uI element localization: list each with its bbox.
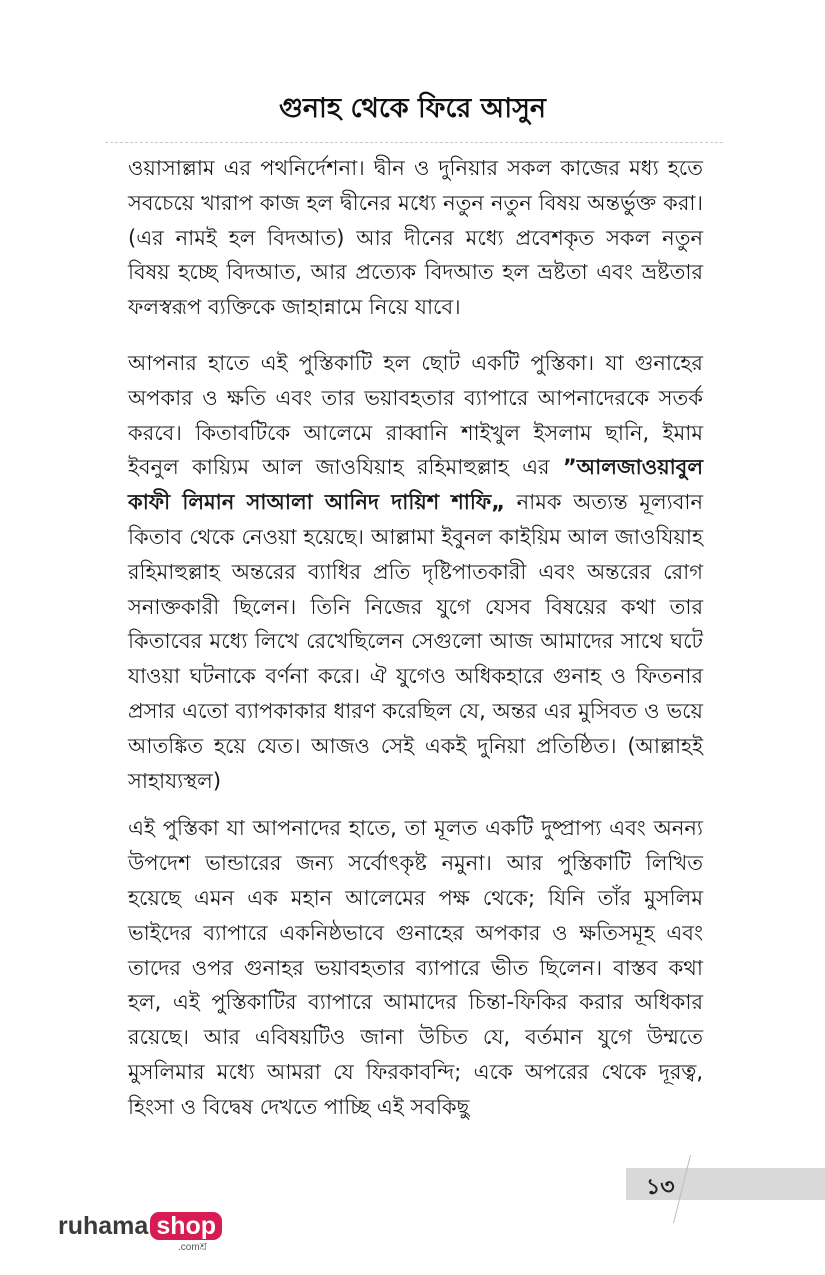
body-text (128, 151, 703, 1125)
paragraph-3: এই পুস্তিকা যা আপনাদের হাতে, তা মূলত একটি দুষ্প্রাপ্য এবং অনন্য উপদেশ ভান্ডারের জন্য সর্বোৎকৃষ্ট নমুনা। আর পুস্তিকাটি লিখিত হয়েছে এমন এক মহান আলেমের পক্ষ থেকে; যিনি তাঁর মুসলিম ভাইদের ব্যাপারে একনিষ্ঠভাবে গুনাহের অপকার ও ক্ষতিসমূহ এবং তাদের ওপর গুনাহর ভয়াবহতার ব্যাপারে ভীত ছিলেন। বাস্তব কথা হল, এই পুস্তিকাটির ব্যাপারে আমাদের চিন্তা-ফিকির করার অধিকার রয়েছে। আর এবিষয়টিও জানা উচিত যে, বর্তমান যুগে উম্মতে মুসলিমার মধ্যে আমরা যে ফিরকাবন্দি; একে অপরের থেকে দূরত্ব, হিংসা ও বিদ্বেষ দেখতে পাচ্ছি এই সবকিছু (128, 816, 703, 1119)
logo-text-domain: .comশ্র (178, 1242, 207, 1253)
publisher-logo (58, 1212, 222, 1252)
logo-text-shop: shop (150, 1212, 222, 1240)
logo-text-ruhama: ruhama (58, 1212, 149, 1240)
paragraph-1: ওয়াসাল্লাম এর পথনির্দেশনা। দ্বীন ও দুনিয়ার সকল কাজের মধ্য হতে সবচেয়ে খারাপ কাজ হল দ্বীনের মধ্যে নতুন নতুন বিষয় অন্তর্ভুক্ত করা। (এর নামই হল বিদআত) আর দীনের মধ্যে প্রবেশকৃত সকল নতুন বিষয় হচ্ছে বিদআত, আর প্রত্যেক বিদআত হল ভ্রষ্টতা এবং ভ্রষ্টতার ফলস্বরূপ ব্যক্তিকে জাহান্নামে নিয়ে যাবে। (128, 156, 703, 320)
header-divider (105, 142, 723, 143)
page-number: ১৩ (646, 1175, 675, 1200)
paragraph-2-rest: নামক অত্যন্ত মূল্যবান কিতাব থেকে নেওয়া হয়েছে। আল্লামা ইবুনল কাইয়িম আল জাওযিয়াহ রহিমাহুল্লাহ অন্তরের ব্যাধির প্রতি দৃষ্টিপাতকারী এবং অন্তরের রোগ সনাক্তকারী ছিলেন। তিনি নিজের যুগে যেসব বিষয়ের কথা তার কিতাবের মধ্যে লিখে রেখেছিলেন সেগুলো আজ আমাদের সাথে ঘটে যাওয়া ঘটনাকে বর্ণনা করে। ঐ যুগেও অধিকহারে গুনাহ ও ফিতনার প্রসার এতো ব্যাপকাকার ধারণ করেছিল যে, অন্তর এর মুসিবত ও ভয়ে আতঙ্কিত হয়ে যেত। আজও সেই একই দুনিয়া প্রতিষ্ঠিত। (আল্লাহই সাহায্যস্থল) (128, 490, 704, 793)
book-title: ”আলজাওয়াবুল কাফী লিমান সাআলা আনিদ দায়িশ শাফি„ (128, 455, 703, 515)
paragraph-2 (128, 346, 703, 798)
page-header-title: গুনাহ থেকে ফিরে আসুন (278, 93, 547, 124)
paragraph-2-intro: আপনার হাতে এই পুস্তিকাটি হল ছোট একটি পুস্তিকা। যা গুনাহের অপকার ও ক্ষতি এবং তার ভয়াবহতার ব্যাপারে আপনাদেরকে সতর্ক করবে। কিতাবটিকে আলেমে রাব্বানি শাইখুল ইসলাম ছানি, ইমাম ইবনুল কায়্যিম আল জাওযিয়াহ রহিমাহুল্লাহ এর (128, 350, 703, 480)
